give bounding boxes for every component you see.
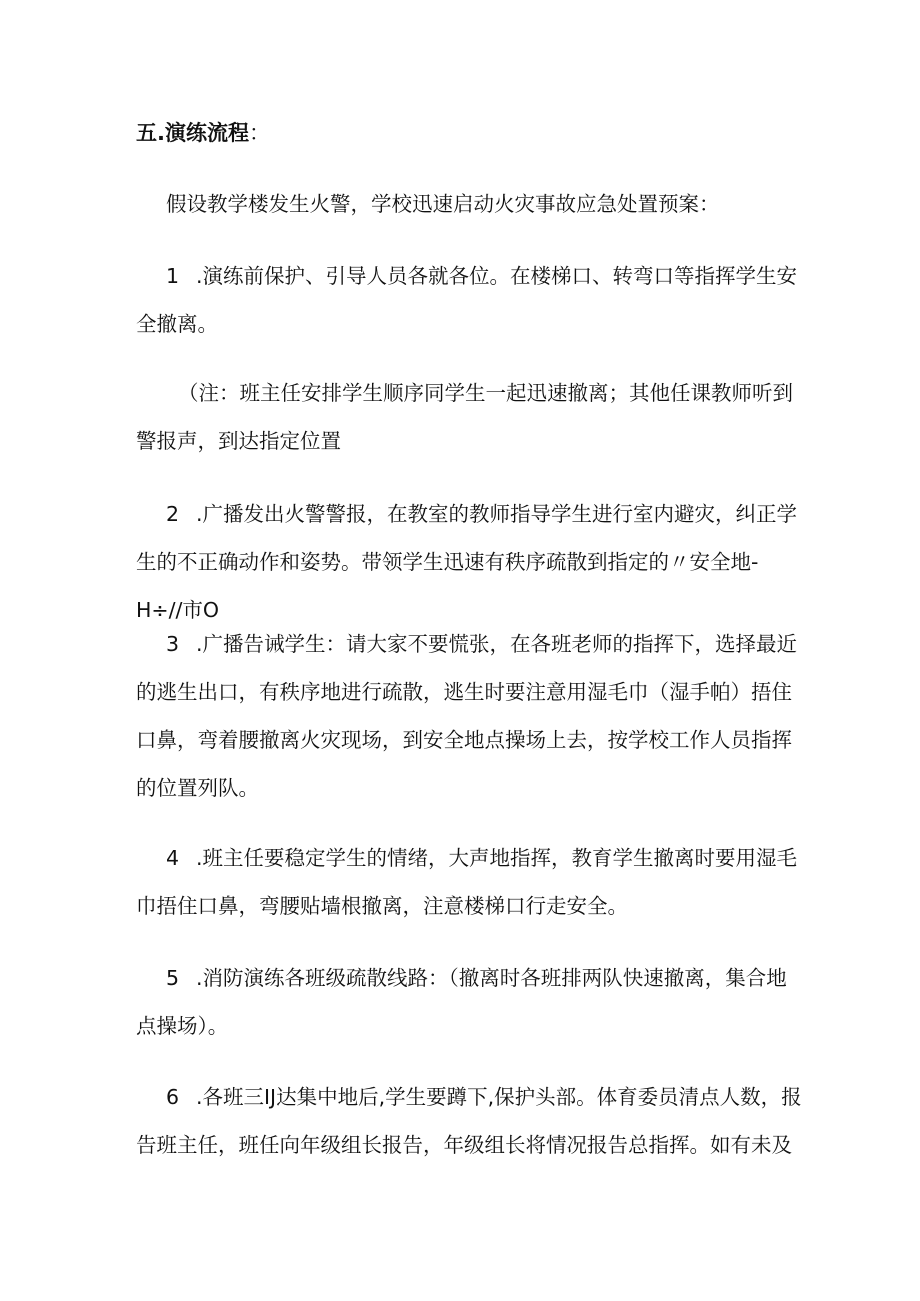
intro-paragraph [166,180,821,228]
section-heading [136,118,270,148]
paragraph-line-text: .消防演练各班级疏散线路：（撤离时各班排两队快速撤离，集合地 [196,966,787,990]
paragraph-line [136,369,791,417]
paragraph-line [136,490,798,538]
step-number: 6 [166,1085,180,1109]
paragraph-line [136,834,798,882]
step-6-paragraph [136,1073,802,1169]
step-4-paragraph [136,834,798,930]
step-5-paragraph [136,954,791,1050]
paragraph-line-text: .广播告诫学生：请大家不要慌张，在各班老师的指挥下，选择最近 [196,632,798,656]
step-1-paragraph [136,252,798,348]
paragraph-line: 假设教学楼发生火警，学校迅速启动火灾事故应急处置预案： [166,192,720,216]
paragraph-line [136,954,791,1002]
paragraph-line-text: .班主任要稳定学生的情绪，大声地指挥，教育学生撤离时要用湿毛 [196,846,798,870]
paragraph-line: 全撤离。 [136,312,218,336]
step-number: 3 [166,632,180,656]
note-paragraph [136,369,791,465]
step-number: 2 [166,502,180,526]
paragraph-line-text: （注：班主任安排学生顺序同学生一起迅速撤离；其他任课教师听到 [178,381,793,405]
paragraph-line [136,1073,802,1121]
paragraph-line: 的位置列队。 [136,776,259,800]
paragraph-line-text: .广播发出火警警报，在教室的教师指导学生进行室内避灾，纠正学 [196,502,798,526]
step-number: 1 [166,264,180,288]
paragraph-line: 告班主任，班任向年级组长报告，年级组长将情况报告总指挥。如有未及 [136,1133,792,1157]
step-3-paragraph [136,620,798,812]
paragraph-line: 警报声，到达指定位置 [136,429,341,453]
paragraph-line: 的逃生出口，有秩序地进行疏散，逃生时要注意用湿毛巾（湿手帕）捂住 [136,680,792,704]
paragraph-line-text: .演练前保护、引导人员各就各位。在楼梯口、转弯口等指挥学生安 [196,264,798,288]
paragraph-line: 口鼻，弯着腰撤离火灾现场，到安全地点操场上去，按学校工作人员指挥 [136,728,792,752]
step-number: 5 [166,966,180,990]
paragraph-line-text: .各班三IJ达集中地后,学生要蹲下,保护头部。体育委员清点人数，报 [196,1085,802,1109]
paragraph-line: 生的不正确动作和姿势。带领学生迅速有秩序疏散到指定的〃安全地- [136,550,759,574]
paragraph-line: H÷//市O [136,598,220,622]
paragraph-line [136,620,798,668]
step-number: 4 [166,846,180,870]
paragraph-line: 巾捂住口鼻，弯腰贴墙根撤离，注意楼梯口行走安全。 [136,894,628,918]
step-2-paragraph [136,490,798,634]
section-heading-text: 五.演练流程 [136,121,249,145]
section-heading-colon: ： [248,121,270,145]
paragraph-line [136,252,798,300]
paragraph-line: 点操场）。 [136,1014,229,1038]
